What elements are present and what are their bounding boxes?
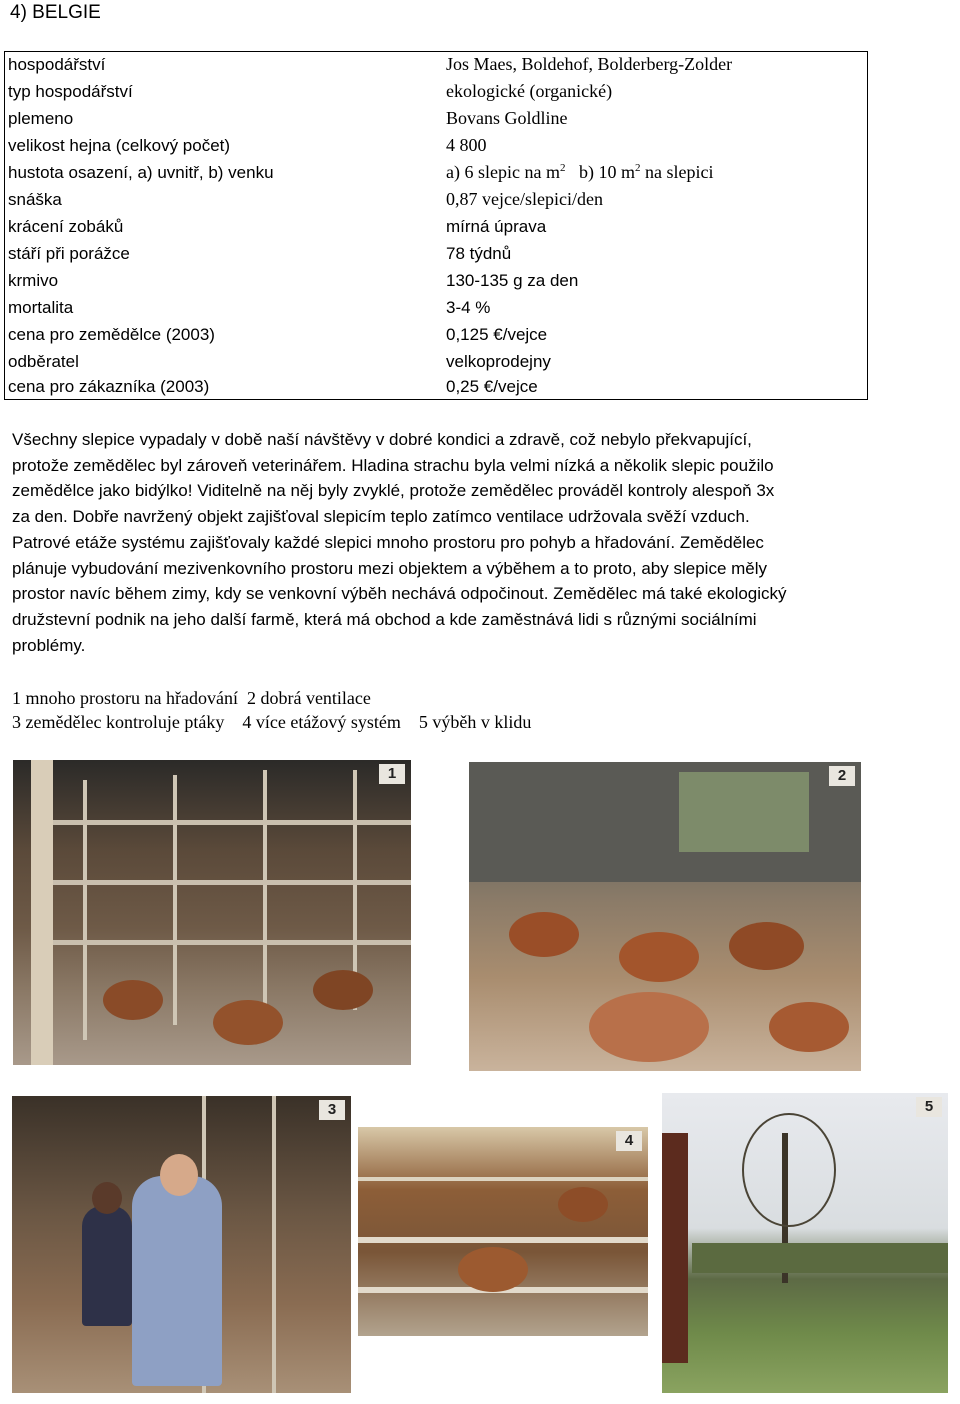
table-row [8,213,858,240]
description-paragraph [12,427,958,658]
farmer-photo [12,1096,351,1393]
paragraph-line: zemědělce jako bidýlko! Viditelně na něj byly zvyklé, protože zemědělec prováděl kontroly alespoň 3x [12,481,775,501]
density-outside: b) 10 m [565,162,635,182]
superscript: 2 [634,162,641,174]
row-value [446,159,713,186]
outdoor-run-photo [662,1093,948,1393]
row-value: 130-135 g za den [446,271,579,290]
paragraph-line: protože zemědělec byl zároveň veterinářem. Hladina strachu byla velmi nízká a několik slepic použilo [12,455,774,475]
row-value: Bovans Goldline [446,108,568,128]
hens-floor-photo [469,762,861,1071]
photo-number-badge: 1 [379,764,405,784]
row-label: cena pro zákazníka (2003) [8,377,210,396]
table-row [8,159,858,186]
photo-number-badge: 3 [319,1100,345,1120]
row-label: mortalita [8,298,74,317]
row-label: velikost hejna (celkový počet) [8,136,231,155]
row-value: Jos Maes, Boldehof, Bolderberg-Zolder [446,54,733,74]
paragraph-line: za den. Dobře navržený objekt zajišťoval slepicím teplo zatímco ventilace udržovala svěží vzduch. [12,507,750,527]
row-value: velkoprodejny [446,352,551,371]
paragraph-line: Všechny slepice vypadaly v době naší návštěvy v dobré kondici a zdravě, což nebylo překvapující, [12,430,752,449]
table-row [8,105,858,132]
photo-number-badge: 4 [616,1131,642,1151]
row-value: ekologické (organické) [446,81,613,101]
table-row [8,348,858,375]
table-row [8,321,858,348]
section-heading: 4) BELGIE [10,2,101,23]
row-label: hospodářství [8,55,106,74]
paragraph-line: problémy. [12,635,86,655]
paragraph-line: Patrové etáže systému zajišťovaly každé slepici mnoho prostoru pro pohyb a hřadování. Zemědělec [12,532,764,552]
multitier-system-photo [358,1127,648,1336]
table-row [8,78,858,105]
row-label: hustota osazení, a) uvnitř, b) venku [8,163,274,182]
barn-tiers-photo [13,760,411,1065]
table-row [8,294,858,321]
row-value: 78 týdnů [446,244,512,263]
table-row [8,186,858,213]
paragraph-line: družstevní podnik na jeho další farmě, která má obchod a kde zaměstnává lidi s různými sociálními [12,609,757,629]
row-label: odběratel [8,352,79,371]
row-value: 0,25 €/vejce [446,377,538,396]
row-label: typ hospodářství [8,82,133,101]
row-value: 3-4 % [446,298,491,317]
row-value: mírná úprava [446,217,547,236]
row-value: 0,125 €/vejce [446,325,548,344]
row-label: stáří při porážce [8,244,130,263]
photo-caption-line: 1 mnoho prostoru na hřadování 2 dobrá ventilace [12,688,371,708]
density-inside: a) 6 slepic na m [446,162,560,182]
table-row [8,240,858,267]
table-row [8,267,858,294]
density-unit: na slepici [640,162,714,182]
table-row [8,373,858,400]
row-label: cena pro zemědělce (2003) [8,325,215,344]
paragraph-line: prostor navíc během zimy, kdy se venkovní výběh nechává odpočinout. Zemědělec má také ekologický [12,584,787,604]
photo-number-badge: 5 [916,1097,942,1117]
row-label: krmivo [8,271,59,290]
table-row [8,132,858,159]
superscript: 2 [559,162,566,174]
row-value: 0,87 vejce/slepici/den [446,189,603,209]
row-label: krácení zobáků [8,217,124,236]
photo-caption-line: 3 zemědělec kontroluje ptáky 4 více etážový systém 5 výběh v klidu [12,712,532,732]
row-label: snáška [8,190,62,209]
photo-number-badge: 2 [829,766,855,786]
table-row [8,51,858,78]
row-value: 4 800 [446,135,487,155]
row-label: plemeno [8,109,74,128]
paragraph-line: plánuje vybudování mezivenkovního prostoru mezi objektem a výběhem a to proto, aby slepice měly [12,558,768,578]
